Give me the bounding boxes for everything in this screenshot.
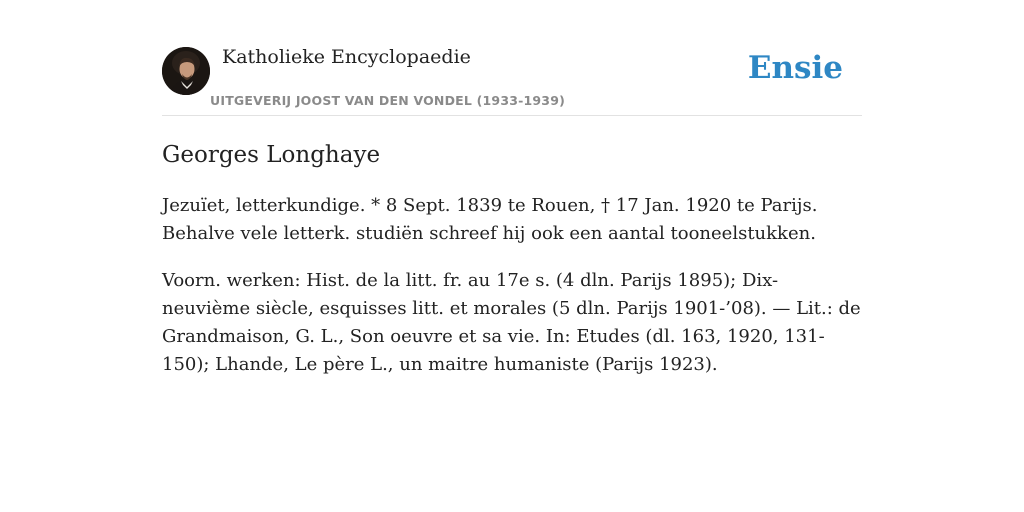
portrait-avatar-icon[interactable] [162, 47, 210, 95]
page-container [162, 40, 862, 379]
site-header [162, 40, 862, 116]
article-title: Georges Longhaye [162, 142, 381, 168]
ensie-logo-link[interactable]: Ensie [747, 50, 843, 86]
article-paragraph-2: Voorn. werken: Hist. de la litt. fr. au 17e s. (4 dln. Parijs 1895); Dix-neuvième siècle, esquisses litt. et morales (5 dln. Parijs 1901-’08). — Lit.: de Grandmaison, G. L., Son oeuvre et sa vie. In: Etudes (dl. 163, 1920, 131-150); Lhande, Le père L., un maitre humaniste (Parijs 1923). [162, 270, 861, 375]
site-title-link[interactable]: Katholieke Encyclopaedie [222, 46, 471, 68]
article-paragraph-1: Jezuïet, letterkundige. * 8 Sept. 1839 te Rouen, † 17 Jan. 1920 te Parijs. Behalve vele letterk. studiën schreef hij ook een aantal tooneelstukken. [162, 195, 818, 244]
publisher-label: UITGEVERIJ JOOST VAN DEN VONDEL (1933-1939) [210, 93, 566, 108]
